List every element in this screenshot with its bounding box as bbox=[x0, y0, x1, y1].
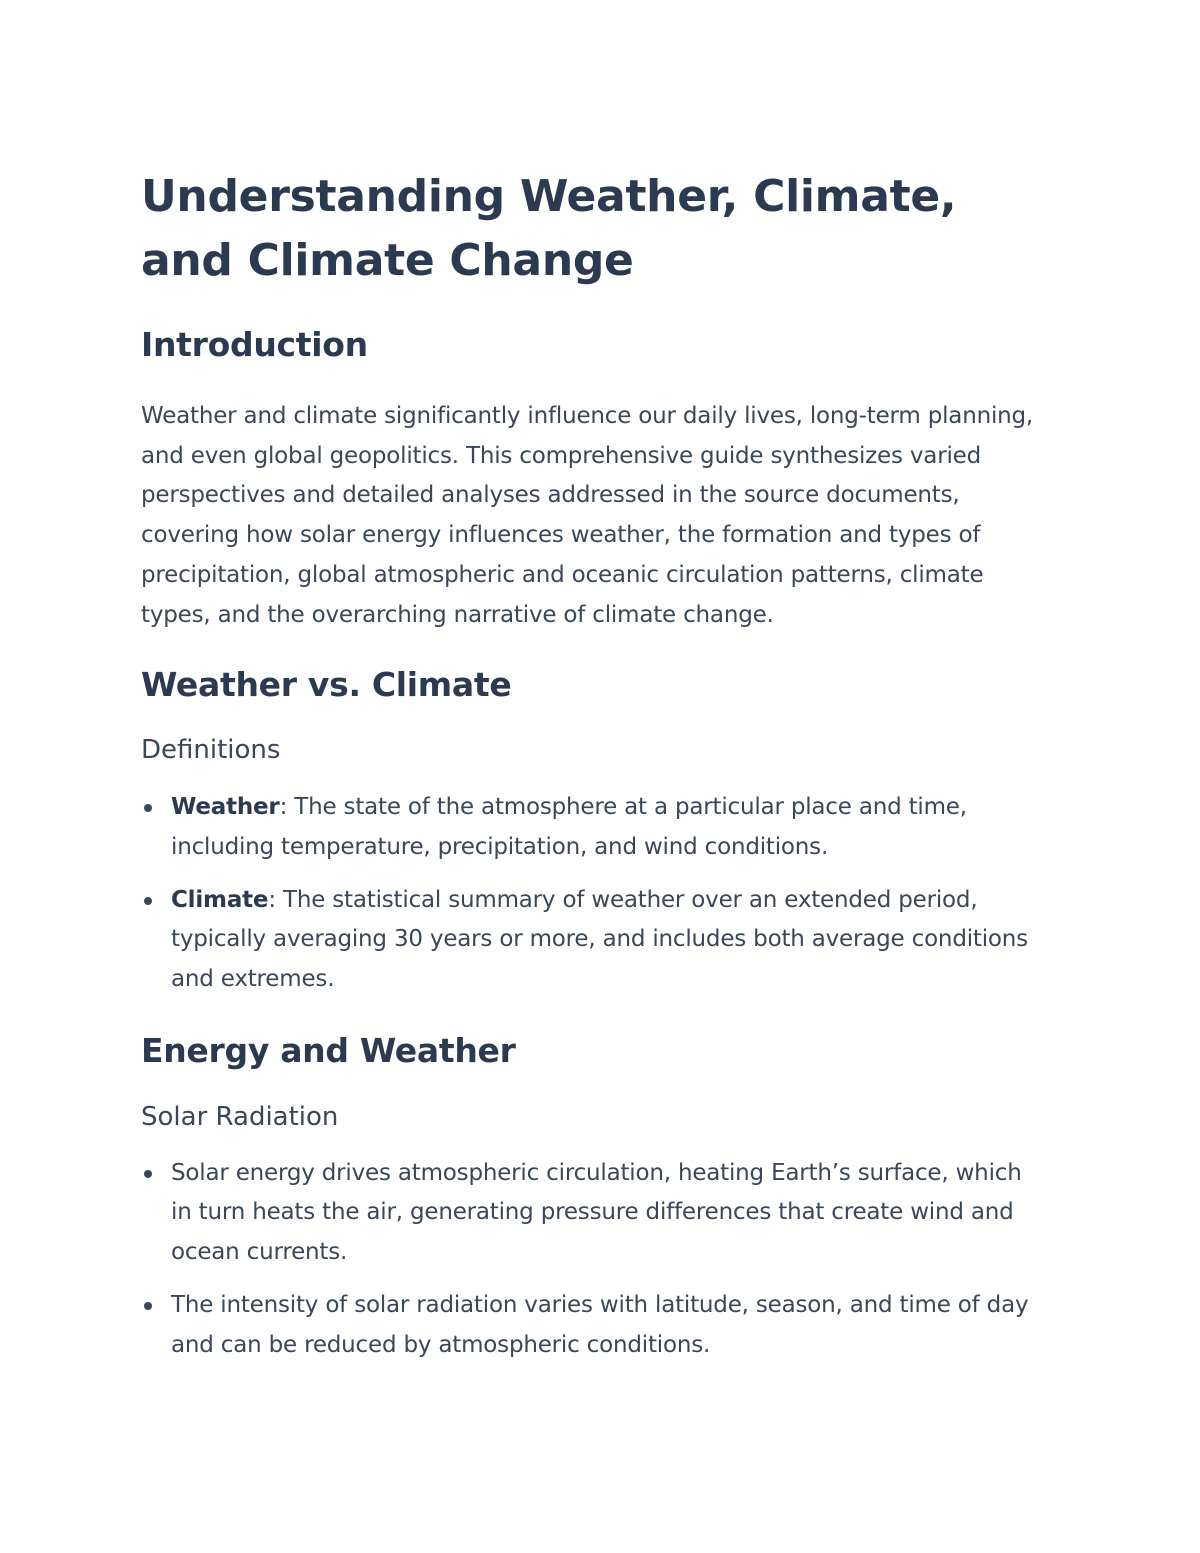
definitions-list bbox=[141, 788, 1046, 1000]
definitions-subheading: Definitions bbox=[141, 735, 281, 766]
definition-item-weather bbox=[141, 788, 1046, 867]
bullet-icon bbox=[144, 1170, 152, 1178]
definition-term: Weather bbox=[171, 794, 280, 821]
definition-term: Climate bbox=[171, 886, 269, 913]
list-item bbox=[141, 1154, 1046, 1273]
definition-text: : The state of the atmosphere at a particular place and time, including temperature, precipitation, and wind conditions. bbox=[171, 794, 967, 860]
weather-vs-climate-heading: Weather vs. Climate bbox=[141, 665, 512, 705]
solar-radiation-subheading: Solar Radiation bbox=[141, 1101, 339, 1132]
definition-text: : The statistical summary of weather over an extended period, typically averaging 30 years or more, and includes both average conditions and extremes. bbox=[171, 886, 1028, 993]
bullet-icon bbox=[144, 1302, 152, 1310]
bullet-icon bbox=[144, 897, 152, 905]
introduction-heading: Introduction bbox=[141, 325, 368, 364]
solar-radiation-list bbox=[141, 1154, 1046, 1366]
list-item bbox=[141, 1286, 1046, 1365]
document-page bbox=[141, 165, 1046, 1365]
energy-and-weather-heading: Energy and Weather bbox=[141, 1030, 516, 1070]
definition-item-climate bbox=[141, 881, 1046, 1000]
introduction-paragraph: Weather and climate significantly influence our daily lives, long-term planning, and even global geopolitics. This comprehensive guide synthesizes varied perspectives and detailed analyses addressed in the source documents, covering how solar energy influences weather, the formation and types of precipitation, global atmospheric and oceanic circulation patterns, climate types, and the overarching narrative of climate change. bbox=[141, 403, 1034, 628]
list-item-text: Solar energy drives atmospheric circulation, heating Earth’s surface, which in turn heats the air, generating pressure differences that create wind and ocean currents. bbox=[171, 1159, 1022, 1266]
document-title: Understanding Weather, Climate, and Climate Change bbox=[141, 171, 957, 286]
bullet-icon bbox=[144, 804, 152, 812]
list-item-text: The intensity of solar radiation varies with latitude, season, and time of day and can be reduced by atmospheric conditions. bbox=[171, 1291, 1029, 1358]
